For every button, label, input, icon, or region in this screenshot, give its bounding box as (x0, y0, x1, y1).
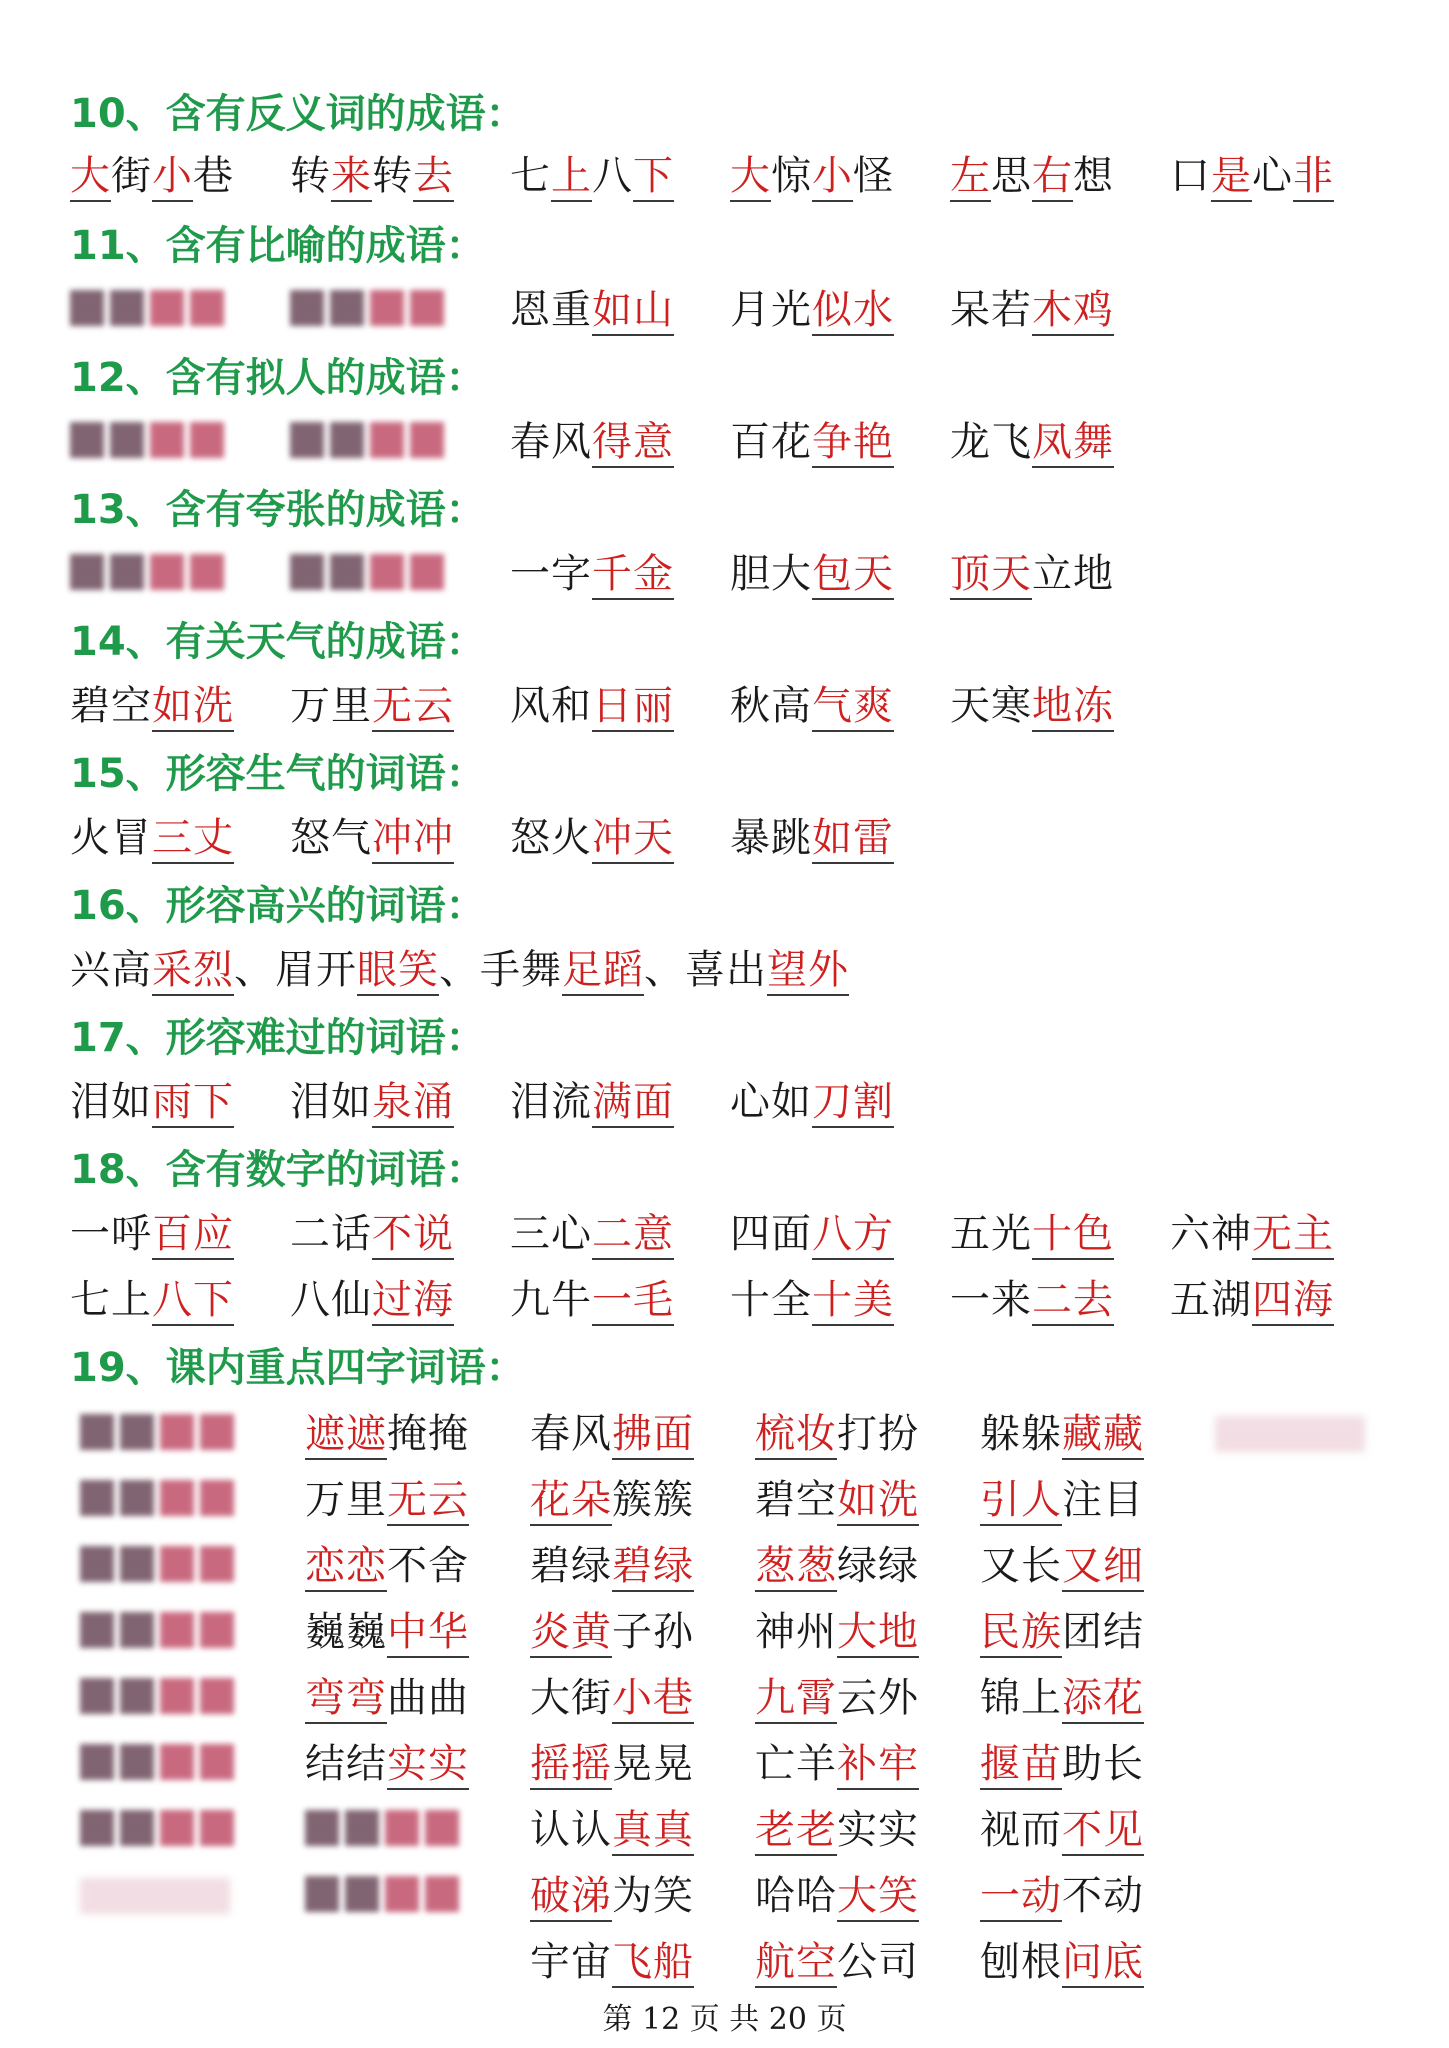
idiom (730, 810, 894, 866)
answer-chars: 弯弯 (305, 1675, 387, 1724)
idiom (755, 1736, 919, 1792)
answer-chars: 不说 (372, 1211, 454, 1260)
given-chars: 碧空 (755, 1477, 837, 1523)
answer-chars: 眼笑 (357, 947, 439, 996)
answer-chars: 来 (331, 153, 372, 202)
given-chars: 万里 (305, 1477, 387, 1523)
answer-chars: 顶天 (950, 551, 1032, 600)
answer-chars: 三丈 (152, 815, 234, 864)
idiom (70, 1206, 234, 1262)
idiom (305, 1736, 469, 1792)
idiom (755, 1934, 919, 1990)
answer-chars: 日丽 (592, 683, 674, 732)
given-chars: 怒火 (510, 815, 592, 861)
answer-chars: 冲冲 (372, 815, 454, 864)
given-chars: 刨根 (980, 1939, 1062, 1985)
idiom (730, 414, 894, 470)
answer-chars: 气爽 (812, 683, 894, 732)
answer-chars: 如雷 (812, 815, 894, 864)
given-chars: 一字 (510, 551, 592, 597)
answer-chars: 八下 (152, 1277, 234, 1326)
idiom (950, 282, 1114, 338)
answer-chars: 实实 (387, 1741, 469, 1790)
answer-chars: 雨下 (152, 1079, 234, 1128)
answer-chars: 飞船 (612, 1939, 694, 1988)
answer-chars: 恋恋 (305, 1543, 387, 1592)
idiom (755, 1472, 919, 1528)
idiom (730, 546, 894, 602)
answer-chars: 包天 (812, 551, 894, 600)
given-chars: 心如 (730, 1079, 812, 1125)
answer-chars: 大地 (837, 1609, 919, 1658)
answer-chars: 泉涌 (372, 1079, 454, 1128)
given-chars: 心 (1252, 153, 1293, 199)
given-chars: 转 (372, 153, 413, 199)
answer-chars: 过海 (372, 1277, 454, 1326)
redacted-word (305, 1876, 459, 1916)
idiom (980, 1538, 1144, 1594)
idiom (730, 1272, 894, 1328)
answer-chars: 又细 (1062, 1543, 1144, 1592)
answer-chars: 得意 (592, 419, 674, 468)
given-chars: 喜出 (685, 947, 767, 993)
idiom (70, 678, 234, 734)
given-chars: 转 (290, 153, 331, 199)
given-chars: 注目 (1062, 1477, 1144, 1523)
given-chars: 不动 (1062, 1873, 1144, 1919)
answer-chars: 非 (1293, 153, 1334, 202)
idiom (510, 282, 674, 338)
answer-chars: 炎黄 (530, 1609, 612, 1658)
given-chars: 思 (991, 153, 1032, 199)
given-chars: 火冒 (70, 815, 152, 861)
redacted-word (290, 290, 444, 330)
answer-chars: 中华 (387, 1609, 469, 1658)
idiom (305, 1604, 469, 1660)
answer-chars: 地冻 (1032, 683, 1114, 732)
given-chars: 亡羊 (755, 1741, 837, 1787)
idiom (730, 1074, 894, 1130)
redacted-word (80, 1744, 234, 1784)
idiom (730, 1206, 894, 1262)
idiom (305, 1670, 469, 1726)
idiom (755, 1406, 919, 1462)
separator: 、 (644, 947, 685, 993)
answer-chars: 大笑 (837, 1873, 919, 1922)
idiom (950, 1272, 1114, 1328)
given-chars: 兴高 (70, 947, 152, 993)
idiom (755, 1868, 919, 1924)
answer-chars: 木鸡 (1032, 287, 1114, 336)
idiom (510, 546, 674, 602)
given-chars: 云外 (837, 1675, 919, 1721)
given-chars: 春风 (530, 1411, 612, 1457)
given-chars: 绿绿 (837, 1543, 919, 1589)
section-heading: 10、含有反义词的成语： (70, 91, 526, 137)
faded-word (1215, 1416, 1365, 1452)
idiom (290, 678, 454, 734)
idiom (510, 810, 674, 866)
idiom (530, 1802, 694, 1858)
given-chars: 又长 (980, 1543, 1062, 1589)
idiom (980, 1406, 1144, 1462)
given-chars: 掩掩 (387, 1411, 469, 1457)
section-heading: 11、含有比喻的成语： (70, 223, 486, 269)
given-chars: 打扮 (837, 1411, 919, 1457)
answer-chars: 小 (152, 153, 193, 202)
given-chars: 二话 (290, 1211, 372, 1257)
idiom (70, 1074, 234, 1130)
given-chars: 六神 (1170, 1211, 1252, 1257)
given-chars: 七上 (70, 1277, 152, 1323)
section-heading: 15、形容生气的词语： (70, 751, 486, 797)
answer-chars: 花朵 (530, 1477, 612, 1526)
section-heading: 19、课内重点四字词语： (70, 1345, 526, 1391)
given-chars: 助长 (1062, 1741, 1144, 1787)
answer-chars: 无主 (1252, 1211, 1334, 1260)
idiom (510, 678, 674, 734)
answer-chars: 去 (413, 153, 454, 202)
given-chars: 想 (1073, 153, 1114, 199)
given-chars: 胆大 (730, 551, 812, 597)
given-chars: 手舞 (480, 947, 562, 993)
idiom (980, 1670, 1144, 1726)
idiom (980, 1802, 1144, 1858)
separator: 、 (439, 947, 480, 993)
given-chars: 怒气 (290, 815, 372, 861)
given-chars: 五湖 (1170, 1277, 1252, 1323)
answer-chars: 望外 (767, 947, 849, 996)
idiom (530, 1538, 694, 1594)
idiom (305, 1472, 469, 1528)
given-chars: 街 (111, 153, 152, 199)
given-chars: 躲躲 (980, 1411, 1062, 1457)
answer-chars: 破涕 (530, 1873, 612, 1922)
idiom (755, 1604, 919, 1660)
answer-chars: 二意 (592, 1211, 674, 1260)
answer-chars: 遮遮 (305, 1411, 387, 1460)
answer-chars: 左 (950, 153, 991, 202)
idiom (70, 1272, 234, 1328)
redacted-word (80, 1678, 234, 1718)
answer-chars: 似水 (812, 287, 894, 336)
answer-chars: 问底 (1062, 1939, 1144, 1988)
given-chars: 结结 (305, 1741, 387, 1787)
idiom (510, 1272, 674, 1328)
idiom (510, 414, 674, 470)
faded-word (80, 1878, 230, 1914)
answer-chars: 冲天 (592, 815, 674, 864)
answer-chars: 碧绿 (612, 1543, 694, 1592)
answer-chars: 如山 (592, 287, 674, 336)
given-chars: 龙飞 (950, 419, 1032, 465)
answer-chars: 十美 (812, 1277, 894, 1326)
answer-chars: 大 (730, 153, 771, 202)
answer-chars: 九霄 (755, 1675, 837, 1724)
idiom (290, 810, 454, 866)
section-heading: 16、形容高兴的词语： (70, 883, 486, 929)
given-chars: 三心 (510, 1211, 592, 1257)
idiom (980, 1868, 1144, 1924)
idiom (530, 1472, 694, 1528)
redacted-word (80, 1612, 234, 1652)
section-heading: 12、含有拟人的成语： (70, 355, 486, 401)
section-heading: 13、含有夸张的成语： (70, 487, 486, 533)
answer-chars: 十色 (1032, 1211, 1114, 1260)
answer-chars: 揠苗 (980, 1741, 1062, 1790)
redacted-word (305, 1810, 459, 1850)
idiom (755, 1538, 919, 1594)
answer-chars: 采烈 (152, 947, 234, 996)
separator: 、 (234, 947, 275, 993)
idiom (510, 1074, 674, 1130)
answer-chars: 摇摇 (530, 1741, 612, 1790)
answer-chars: 四海 (1252, 1277, 1334, 1326)
given-chars: 巍巍 (305, 1609, 387, 1655)
answer-chars: 拂面 (612, 1411, 694, 1460)
idiom (530, 1406, 694, 1462)
section-heading: 17、形容难过的词语： (70, 1015, 486, 1061)
idiom (950, 414, 1114, 470)
given-chars: 八 (592, 153, 633, 199)
given-chars: 曲曲 (387, 1675, 469, 1721)
answer-chars: 足蹈 (562, 947, 644, 996)
answer-chars: 上 (551, 153, 592, 202)
idiom (290, 1206, 454, 1262)
given-chars: 团结 (1062, 1609, 1144, 1655)
answer-chars: 是 (1211, 153, 1252, 202)
given-chars: 八仙 (290, 1277, 372, 1323)
idiom (530, 1868, 694, 1924)
given-chars: 视而 (980, 1807, 1062, 1853)
idiom (950, 148, 1114, 204)
given-chars: 晃晃 (612, 1741, 694, 1787)
answer-chars: 下 (633, 153, 674, 202)
idiom (70, 810, 234, 866)
answer-chars: 一毛 (592, 1277, 674, 1326)
idiom (730, 282, 894, 338)
given-chars: 大街 (530, 1675, 612, 1721)
given-chars: 宇宙 (530, 1939, 612, 1985)
given-chars: 九牛 (510, 1277, 592, 1323)
answer-chars: 百应 (152, 1211, 234, 1260)
answer-chars: 二去 (1032, 1277, 1114, 1326)
section-heading: 14、有关天气的成语： (70, 619, 486, 665)
idiom (950, 546, 1114, 602)
answer-chars: 右 (1032, 153, 1073, 202)
idiom (730, 678, 894, 734)
given-chars: 秋高 (730, 683, 812, 729)
page-footer: 第 12 页 共 20 页 (602, 2002, 847, 2037)
redacted-word (70, 290, 224, 330)
idiom (755, 1670, 919, 1726)
idiom (1170, 1272, 1334, 1328)
section-heading: 18、含有数字的词语： (70, 1147, 486, 1193)
idiom (290, 1074, 454, 1130)
redacted-word (80, 1810, 234, 1850)
answer-chars: 老老 (755, 1807, 837, 1856)
given-chars: 怪 (853, 153, 894, 199)
idiom (755, 1802, 919, 1858)
given-chars: 七 (510, 153, 551, 199)
answer-chars: 航空 (755, 1939, 837, 1988)
given-chars: 一呼 (70, 1211, 152, 1257)
given-chars: 泪流 (510, 1079, 592, 1125)
given-chars: 为笑 (612, 1873, 694, 1919)
idiom (530, 1934, 694, 1990)
idiom (290, 148, 454, 204)
idiom (530, 1670, 694, 1726)
idiom (510, 1206, 674, 1262)
answer-chars: 小巷 (612, 1675, 694, 1724)
idiom (305, 1406, 469, 1462)
answer-chars: 补牢 (837, 1741, 919, 1790)
given-chars: 口 (1170, 153, 1211, 199)
answer-chars: 无云 (387, 1477, 469, 1526)
answer-chars: 一动 (980, 1873, 1062, 1922)
given-chars: 碧绿 (530, 1543, 612, 1589)
answer-chars: 民族 (980, 1609, 1062, 1658)
answer-chars: 满面 (592, 1079, 674, 1128)
answer-chars: 八方 (812, 1211, 894, 1260)
given-chars: 一来 (950, 1277, 1032, 1323)
given-chars: 眉开 (275, 947, 357, 993)
answer-chars: 添花 (1062, 1675, 1144, 1724)
answer-chars: 无云 (372, 683, 454, 732)
given-chars: 公司 (837, 1939, 919, 1985)
answer-chars: 凤舞 (1032, 419, 1114, 468)
idiom (290, 1272, 454, 1328)
given-chars: 暴跳 (730, 815, 812, 861)
redacted-word (80, 1480, 234, 1520)
given-chars: 不舍 (387, 1543, 469, 1589)
answer-chars: 争艳 (812, 419, 894, 468)
given-chars: 立地 (1032, 551, 1114, 597)
answer-chars: 真真 (612, 1807, 694, 1856)
redacted-word (290, 422, 444, 462)
given-chars: 万里 (290, 683, 372, 729)
idiom (530, 1604, 694, 1660)
idiom (530, 1736, 694, 1792)
given-chars: 实实 (837, 1807, 919, 1853)
given-chars: 簇簇 (612, 1477, 694, 1523)
idiom (70, 148, 234, 204)
given-chars: 哈哈 (755, 1873, 837, 1919)
redacted-word (70, 554, 224, 594)
given-chars: 百花 (730, 419, 812, 465)
redacted-word (80, 1414, 234, 1454)
given-chars: 认认 (530, 1807, 612, 1853)
given-chars: 风和 (510, 683, 592, 729)
given-chars: 天寒 (950, 683, 1032, 729)
idiom (980, 1604, 1144, 1660)
answer-chars: 大 (70, 153, 111, 202)
given-chars: 碧空 (70, 683, 152, 729)
given-chars: 四面 (730, 1211, 812, 1257)
idiom (305, 1538, 469, 1594)
idiom (510, 148, 674, 204)
answer-chars: 不见 (1062, 1807, 1144, 1856)
answer-chars: 引人 (980, 1477, 1062, 1526)
idiom (950, 1206, 1114, 1262)
given-chars: 子孙 (612, 1609, 694, 1655)
answer-chars: 如洗 (152, 683, 234, 732)
redacted-word (290, 554, 444, 594)
answer-chars: 千金 (592, 551, 674, 600)
idiom (980, 1934, 1144, 1990)
given-chars: 神州 (755, 1609, 837, 1655)
given-chars: 五光 (950, 1211, 1032, 1257)
idiom (1170, 148, 1334, 204)
answer-chars: 藏藏 (1062, 1411, 1144, 1460)
given-chars: 巷 (193, 153, 234, 199)
given-chars: 锦上 (980, 1675, 1062, 1721)
redacted-word (70, 422, 224, 462)
answer-chars: 刀割 (812, 1079, 894, 1128)
given-chars: 十全 (730, 1277, 812, 1323)
answer-chars: 如洗 (837, 1477, 919, 1526)
redacted-word (80, 1546, 234, 1586)
given-chars: 春风 (510, 419, 592, 465)
given-chars: 呆若 (950, 287, 1032, 333)
idiom (980, 1736, 1144, 1792)
given-chars: 惊 (771, 153, 812, 199)
given-chars: 月光 (730, 287, 812, 333)
idiom (1170, 1206, 1334, 1262)
given-chars: 泪如 (290, 1079, 372, 1125)
given-chars: 恩重 (510, 287, 592, 333)
idiom (950, 678, 1114, 734)
idiom-line (70, 942, 849, 998)
answer-chars: 葱葱 (755, 1543, 837, 1592)
idiom (980, 1472, 1144, 1528)
answer-chars: 梳妆 (755, 1411, 837, 1460)
answer-chars: 小 (812, 153, 853, 202)
given-chars: 泪如 (70, 1079, 152, 1125)
idiom (730, 148, 894, 204)
